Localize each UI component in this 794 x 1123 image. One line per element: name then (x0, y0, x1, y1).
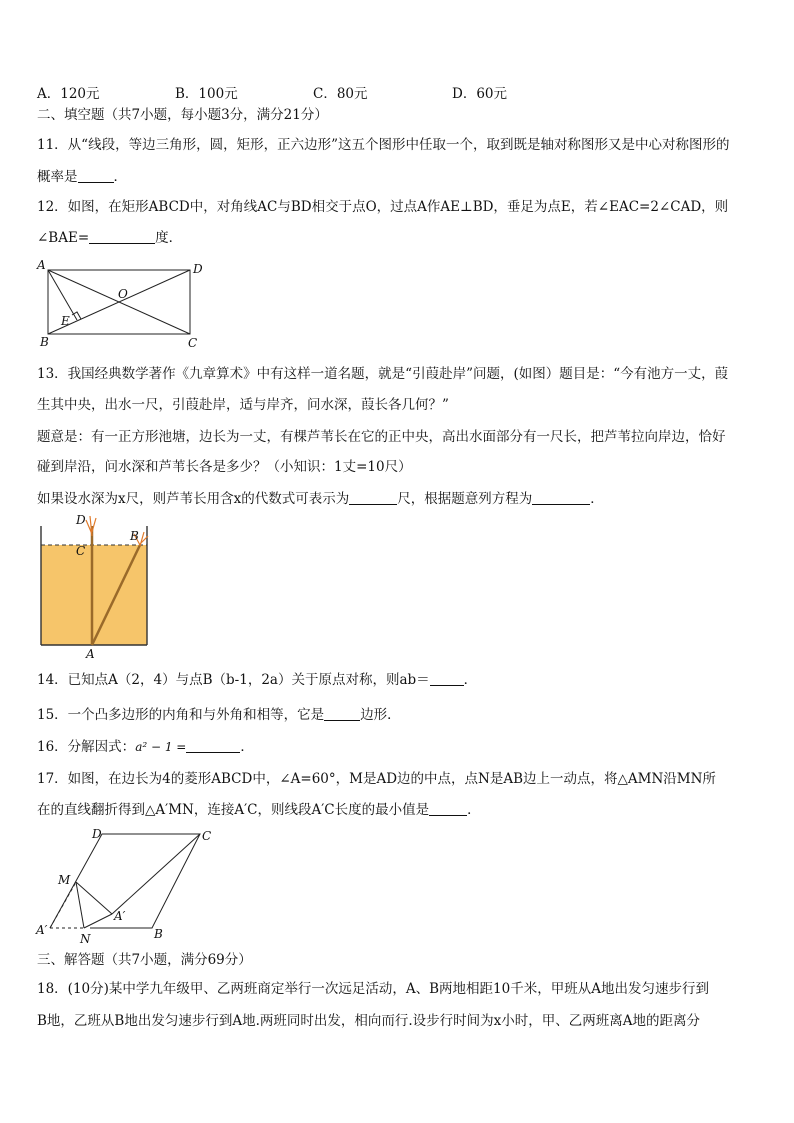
q17-label-m: M (58, 873, 71, 887)
q17-answer-blank (429, 802, 467, 816)
q11-text: 概率是 (37, 169, 78, 185)
q17-label-d: D (92, 827, 102, 841)
q16-text: 16．分解因式： (37, 739, 136, 755)
q13-line1: 13．我国经典数学著作《九章算术》中有这样一道名题，就是“引葭赴岸”问题，(如图）题目是：“今有池方一丈，葭 (37, 366, 729, 382)
q17-label-a-prime: A′ (114, 909, 126, 923)
q12-label-e: E (61, 314, 70, 328)
q13-text-a: 如果设水深为x尺，则芦苇长用含x的代数式可表示为 (37, 491, 350, 507)
q17-label-b: B (154, 927, 163, 941)
section2-heading: 二、填空题（共7小题，每小题3分，满分21分） (37, 107, 328, 123)
q17-label-a: A′ (36, 923, 48, 937)
q13-label-d: D (76, 513, 86, 527)
q18-line2: B地，乙班从B地出发匀速步行到A地.两班同时出发，相向而行.设步行时间为x小时，甲、乙两班离A地的距离分 (37, 1013, 701, 1029)
q12-label-a: A (37, 258, 46, 272)
q13-label-a: A (86, 647, 95, 661)
q13-text-c: ． (590, 491, 604, 507)
q13-line5 (37, 490, 604, 508)
q17-line1: 17．如图，在边长为4的菱形ABCD中，∠A=60°，M是AD边的中点，点N是AB边上一动点，将△AMN沿MN所 (37, 771, 716, 787)
q17-line2 (37, 801, 481, 819)
q14-answer-blank (430, 672, 464, 686)
q13-pond-figure (30, 512, 160, 662)
q15-answer-blank (324, 707, 360, 721)
q17-text: 在的直线翻折得到△A′MN，连接A′C，则线段A′C长度的最小值是 (37, 802, 430, 818)
q16-line (37, 738, 254, 756)
q12-label-c: C (188, 336, 198, 350)
q11-line1: 11．从“线段，等边三角形，圆，矩形，正六边形”这五个图形中任取一个，取到既是轴对称图形又是中心对称图形的 (37, 137, 730, 153)
q13-text-b: 尺，根据题意列方程为 (397, 491, 533, 507)
choice-a: A．120元 (37, 86, 100, 102)
q14-text: 14．已知点A（2，4）与点B（b-1，2a）关于原点对称，则ab＝ (37, 672, 430, 688)
q12-end: 度． (155, 230, 183, 246)
q17-end: ． (467, 802, 481, 818)
q11-end: ． (113, 169, 127, 185)
q13-label-c: C (76, 544, 86, 558)
q17-label-n: N (80, 932, 91, 946)
q18-line1: 18．(10分)某中学九年级甲、乙两班商定举行一次远足活动，A、B两地相距10千米，甲班从A地出发匀速步行到 (37, 981, 709, 997)
q16-expression: a² − 1 = (135, 740, 187, 754)
choice-b: B．100元 (175, 86, 238, 102)
choice-c: C．80元 (313, 86, 368, 102)
q12-line1: 12．如图，在矩形ABCD中，对角线AC与BD相交于点O，过点A作AE⊥BD，垂足为点E，若∠EAC=2∠CAD，则 (37, 199, 729, 215)
q12-label-b: B (40, 335, 49, 349)
q13-line2: 生其中央，出水一尺，引葭赴岸，适与岸齐，问水深，葭长各几何？” (37, 397, 449, 413)
q17-rhombus-figure (32, 826, 222, 948)
q16-end: ． (240, 739, 254, 755)
q13-line3: 题意是：有一正方形池塘，边长为一丈，有棵芦苇长在它的正中央，高出水面部分有一尺长，把芦苇拉向岸边，恰好 (37, 429, 726, 445)
pond-water (41, 545, 147, 645)
q16-answer-blank (186, 739, 240, 753)
q14-end: ． (463, 672, 478, 688)
q15-end: 边形． (360, 707, 401, 723)
q13-answer-blank-1 (349, 491, 397, 505)
choice-d: D．60元 (452, 86, 508, 102)
q15-text: 15．一个凸多边形的内角和与外角和相等，它是 (37, 707, 325, 723)
q14-line (37, 671, 477, 689)
q12-label-d: D (193, 262, 203, 276)
section3-heading: 三、解答题（共7小题，满分69分） (37, 952, 252, 968)
q11-answer-blank (78, 169, 114, 183)
q12-label-o: O (118, 287, 128, 301)
q13-answer-blank-2 (532, 491, 590, 505)
q11-line2 (37, 168, 127, 186)
q12-answer-blank (89, 230, 155, 244)
q12-rectangle-figure (32, 256, 212, 350)
q13-line4: 碰到岸沿，问水深和芦苇长各是多少？（小知识：1丈=10尺） (37, 459, 412, 475)
q17-label-c: C (202, 829, 212, 843)
q12-text: ∠BAE= (37, 230, 90, 246)
q13-label-b: B (130, 529, 139, 543)
q12-line2 (37, 229, 182, 247)
q15-line (37, 706, 401, 724)
